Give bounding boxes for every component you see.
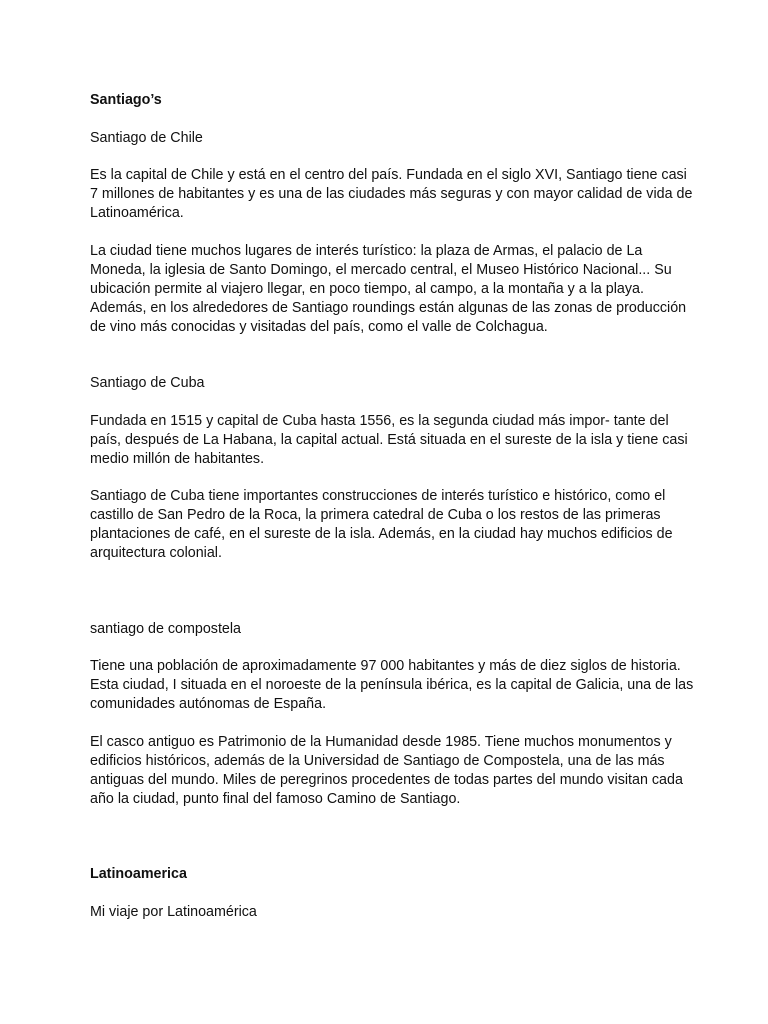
paragraph-line: 7 millones de habitantes y es una de las ciudades más seguras y con mayor calidad de vida de <box>90 186 693 202</box>
paragraph-line: Tiene una población de aproximadamente 97 000 habitantes y más de diez siglos de historia. <box>90 658 681 674</box>
paragraph-line: comunidades autónomas de España. <box>90 696 327 712</box>
paragraph-compostela-2 <box>90 733 683 809</box>
paragraph-line: Santiago de Cuba tiene importantes construcciones de interés turístico e histórico, como el <box>90 488 666 504</box>
paragraph-line: Es la capital de Chile y está en el centro del país. Fundada en el siglo XVI, Santiago tiene casi <box>90 167 687 183</box>
paragraph-line: antiguas del mundo. Miles de peregrinos procedentes de todas partes del mundo visitan cada <box>90 772 683 788</box>
section-heading-compostela <box>90 620 241 639</box>
paragraph-line: ubicación permite al viajero llegar, en poco tiempo, al campo, a la montaña y a la playa. <box>90 281 644 297</box>
paragraph-chile-2 <box>90 242 686 337</box>
paragraph-cuba-2 <box>90 487 673 563</box>
paragraph-line: Esta ciudad, I situada en el noroeste de la península ibérica, es la capital de Galicia, una de las <box>90 677 694 693</box>
paragraph-line: año la ciudad, punto final del famoso Camino de Santiago. <box>90 791 461 807</box>
paragraph-line: país, después de La Habana, la capital actual. Está situada en el sureste de la isla y tiene casi <box>90 432 688 448</box>
paragraph-line: Fundada en 1515 y capital de Cuba hasta 1556, es la segunda ciudad más impor- tante del <box>90 413 669 429</box>
paragraph-line: arquitectura colonial. <box>90 545 222 561</box>
heading-text: santiago de compostela <box>90 621 242 637</box>
heading-text: Santiago de Cuba <box>90 375 205 391</box>
section-title-latinoamerica <box>90 865 187 884</box>
paragraph-chile-1 <box>90 166 692 223</box>
paragraph-line: medio millón de habitantes. <box>90 451 265 467</box>
paragraph-line: plantaciones de café, en el sureste de la isla. Además, en la ciudad hay muchos edificios de <box>90 526 673 542</box>
title-text: Latinoamerica <box>90 866 187 882</box>
title-text: Santiago’s <box>90 92 162 108</box>
paragraph-line: Latinoamérica. <box>90 205 184 221</box>
paragraph-line: Moneda, la iglesia de Santo Domingo, el mercado central, el Museo Histórico Nacional... Su <box>90 262 672 278</box>
paragraph-line: El casco antiguo es Patrimonio de la Humanidad desde 1985. Tiene muchos monumentos y <box>90 734 672 750</box>
section-heading-chile <box>90 129 203 148</box>
subtitle-text: Mi viaje por Latinoamérica <box>90 904 257 920</box>
paragraph-compostela-1 <box>90 657 693 714</box>
paragraph-line: castillo de San Pedro de la Roca, la primera catedral de Cuba o los restos de las primeras <box>90 507 661 523</box>
paragraph-line: de vino más conocidas y visitadas del país, como el valle de Colchagua. <box>90 319 548 335</box>
document-title <box>90 91 162 110</box>
paragraph-line: edificios históricos, además de la Universidad de Santiago de Compostela, una de las más <box>90 753 665 769</box>
paragraph-line: Además, en los alrededores de Santiago roundings están algunas de las zonas de producción <box>90 300 687 316</box>
paragraph-line: La ciudad tiene muchos lugares de interés turístico: la plaza de Armas, el palacio de La <box>90 243 643 259</box>
heading-text: Santiago de Chile <box>90 130 203 146</box>
paragraph-cuba-1 <box>90 412 688 469</box>
section-subtitle-latinoamerica <box>90 903 257 922</box>
section-heading-cuba <box>90 374 204 393</box>
